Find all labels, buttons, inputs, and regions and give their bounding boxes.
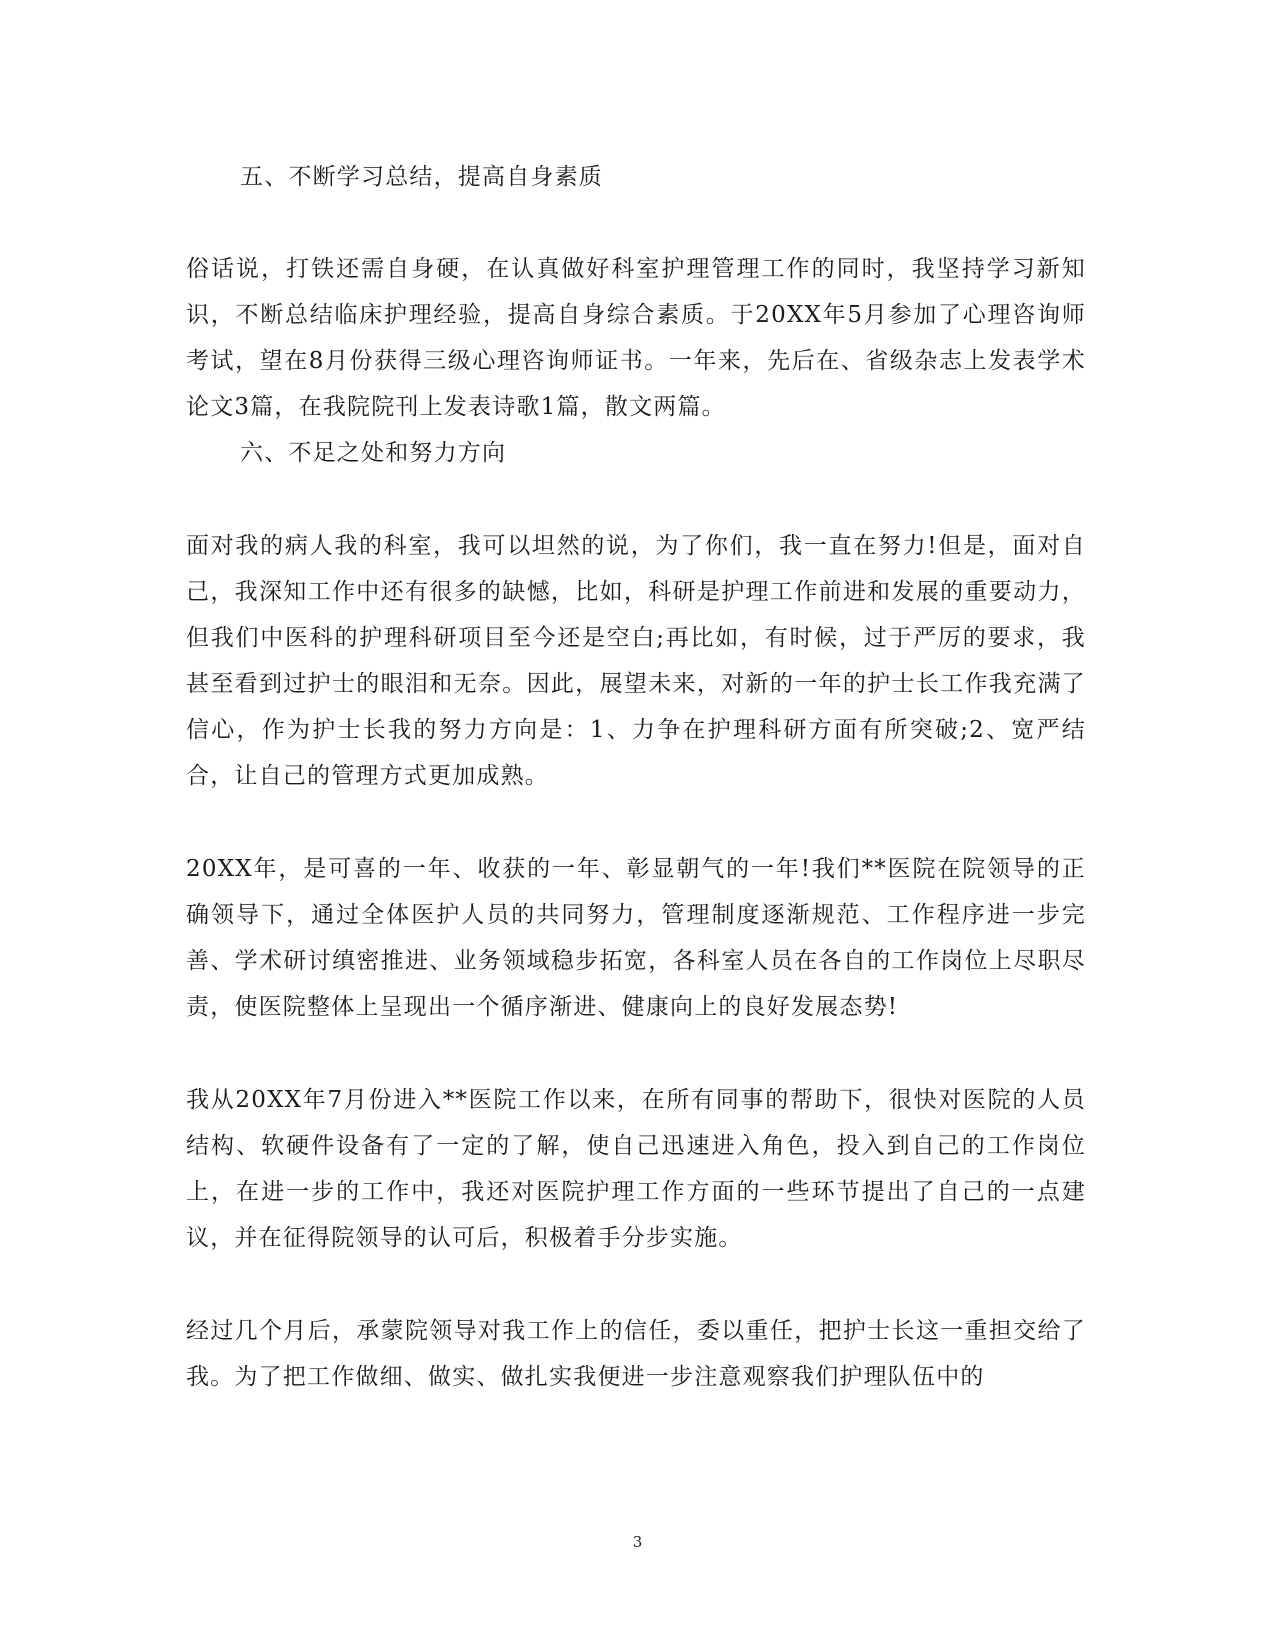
section-heading-6: 六、不足之处和努力方向: [240, 440, 507, 466]
paragraph-head-nurse: 经过几个月后，承蒙院领导对我工作上的信任，委以重任，把护士长这一重担交给了我。为了把工作做细、做实、做扎实我便进一步注意观察我们护理队伍中的: [186, 1318, 1086, 1390]
paragraph-joining-hospital: 我从20XX年7月份进入**医院工作以来，在所有同事的帮助下，很快对医院的人员结构、软硬件设备有了一定的了解，使自己迅速进入角色，投入到自己的工作岗位上，在进一步的工作中，我还对医院护理工作方面的一些环节提出了自己的一点建议，并在征得院领导的认可后，积极着手分步实施。: [186, 1087, 1086, 1251]
paragraph-study: 俗话说，打铁还需自身硬，在认真做好科室护理管理工作的同时，我坚持学习新知识，不断总结临床护理经验，提高自身综合素质。于20XX年5月参加了心理咨询师考试，望在8月份获得三级心理咨询师证书。一年来，先后在、省级杂志上发表学术论文3篇，在我院院刊上发表诗歌1篇，散文两篇。: [186, 256, 1086, 420]
section-heading-5: 五、不断学习总结，提高自身素质: [240, 164, 603, 190]
paragraph-year-review: 20XX年，是可喜的一年、收获的一年、彰显朝气的一年!我们**医院在院领导的正确领导下，通过全体医护人员的共同努力，管理制度逐渐规范、工作程序进一步完善、学术研讨缜密推进、业务领域稳步拓宽，各科室人员在各自的工作岗位上尽职尽责，使医院整体上呈现出一个循序渐进、健康向上的良好发展态势!: [186, 856, 1086, 1020]
page-number: 3: [632, 1533, 643, 1551]
paragraph-shortcomings: 面对我的病人我的科室，我可以坦然的说，为了你们，我一直在努力!但是，面对自己，我深知工作中还有很多的缺憾，比如，科研是护理工作前进和发展的重要动力，但我们中医科的护理科研项目至今还是空白;再比如，有时候，过于严厉的要求，我甚至看到过护士的眼泪和无奈。因此，展望未来，对新的一年的护士长工作我充满了信心，作为护士长我的努力方向是：1、力争在护理科研方面有所突破;2、宽严结合，让自己的管理方式更加成熟。: [186, 533, 1086, 789]
